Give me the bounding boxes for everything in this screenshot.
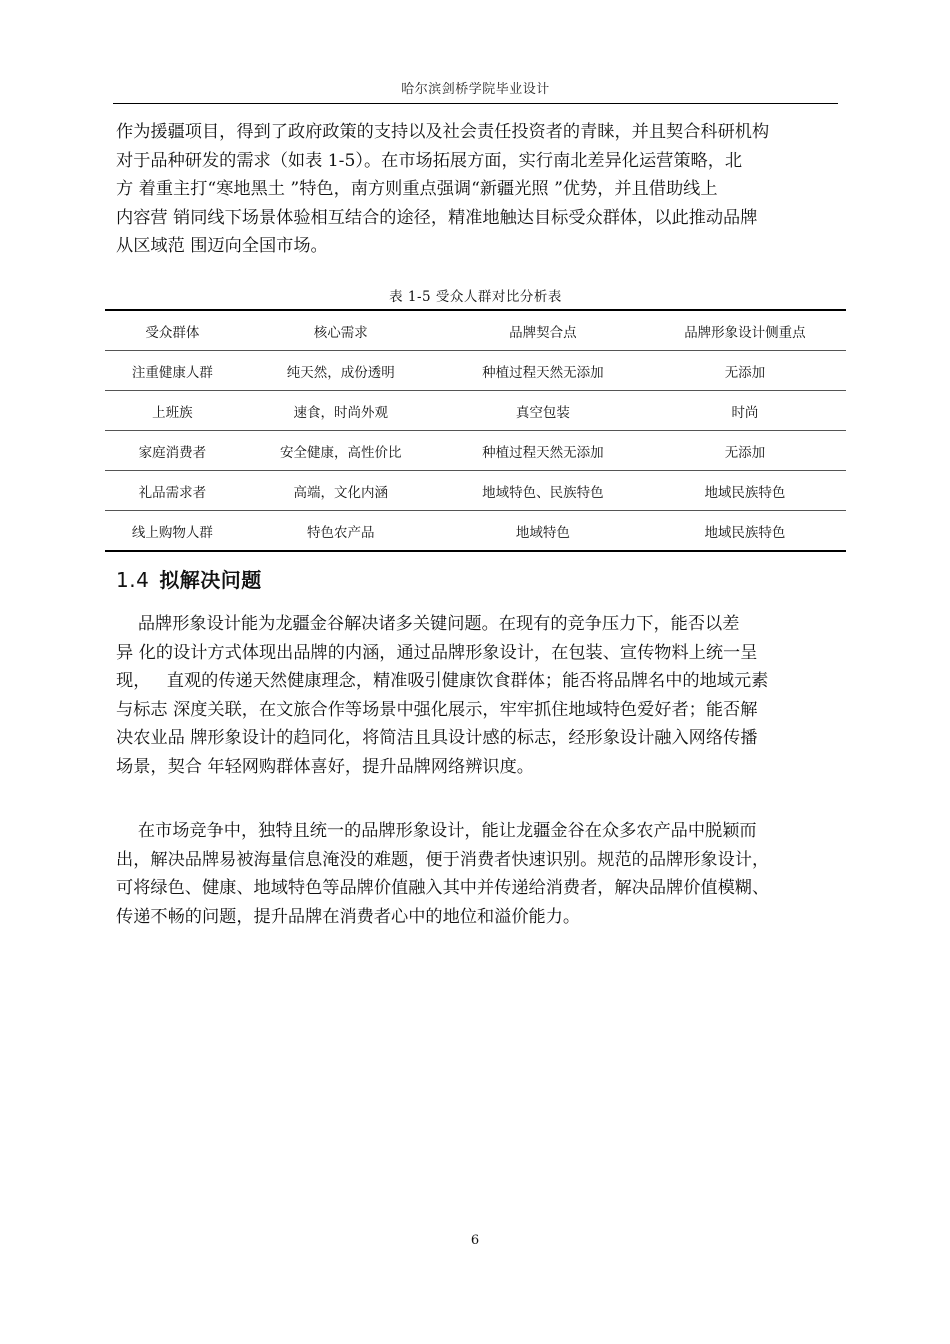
table-cell: 特色农产品	[240, 511, 442, 552]
table-cell: 地域特色	[442, 511, 644, 552]
column-header: 核心需求	[240, 310, 442, 351]
text-line: 品牌形象设计能为龙疆金谷解决诸多关键问题。在现有的竞争压力下，能否以差	[116, 614, 740, 634]
text-line: 可将绿色、健康、地域特色等品牌价值融入其中并传递给消费者，解决品牌价值模糊、	[116, 878, 770, 898]
table-cell: 地域民族特色	[644, 471, 846, 511]
section-heading	[116, 563, 262, 597]
table-caption: 表 1-5 受众人群对比分析表	[389, 289, 562, 305]
page-header: 哈尔滨剑桥学院毕业设计	[401, 82, 550, 97]
table-cell: 种植过程天然无添加	[442, 431, 644, 471]
text-line: 作为援疆项目，得到了政府政策的支持以及社会责任投资者的青睐，并且契合科研机构	[116, 122, 770, 142]
table-header-row	[105, 310, 846, 351]
text-line: 在市场竞争中，独特且统一的品牌形象设计，能让龙疆金谷在众多农产品中脱颖而	[116, 821, 757, 841]
text-line: 出，解决品牌易被海量信息淹没的难题，便于消费者快速识别。规范的品牌形象设计，	[116, 849, 770, 870]
table-cell: 真空包装	[442, 391, 644, 431]
table-cell: 地域民族特色	[644, 511, 846, 552]
body-paragraph-1	[116, 610, 838, 781]
text-line: 现， 直观的传递天然健康理念，精准吸引健康饮食群体；能否将品牌名中的地域元素	[116, 671, 769, 691]
text-line: 内容营 销同线下场景体验相互结合的途径，精准地触达目标受众群体，以此推动品牌	[116, 207, 758, 228]
text-line: 传递不畅的问题，提升品牌在消费者心中的地位和溢价能力。	[116, 906, 581, 927]
table-row	[105, 351, 846, 391]
table-cell: 上班族	[105, 391, 240, 431]
section-title: 拟解决问题	[159, 568, 262, 592]
column-header: 品牌契合点	[442, 310, 644, 351]
table-cell: 地域特色、民族特色	[442, 471, 644, 511]
table-cell: 种植过程天然无添加	[442, 351, 644, 391]
table-cell: 家庭消费者	[105, 431, 240, 471]
intro-paragraph	[116, 118, 838, 261]
table-cell: 纯天然，成份透明	[240, 351, 442, 391]
body-paragraph-2	[116, 817, 838, 931]
text-line: 从区域范 围迈向全国市场。	[116, 236, 328, 256]
text-line: 方 着重主打“寒地黑土 ”特色，南方则重点强调“新疆光照 ”优势，并且借助线上	[116, 179, 718, 199]
table-row	[105, 511, 846, 552]
table-row	[105, 471, 846, 511]
text-line: 对于品种研发的需求（如表 1-5）。在市场拓展方面，实行南北差异化运营策略，北	[116, 150, 743, 171]
table-cell: 速食，时尚外观	[240, 391, 442, 431]
table-cell: 线上购物人群	[105, 511, 240, 552]
table-cell: 无添加	[644, 431, 846, 471]
audience-comparison-table	[105, 309, 846, 552]
column-header: 受众群体	[105, 310, 240, 351]
table-cell: 高端，文化内涵	[240, 471, 442, 511]
text-line: 异 化的设计方式体现出品牌的内涵，通过品牌形象设计，在包装、宣传物料上统一呈	[116, 642, 758, 663]
table-cell: 礼品需求者	[105, 471, 240, 511]
table-cell: 时尚	[644, 391, 846, 431]
text-line: 与标志 深度关联，在文旅合作等场景中强化展示，牢牢抓住地域特色爱好者；能否解	[116, 699, 758, 720]
table-row	[105, 391, 846, 431]
section-number: 1.4	[116, 568, 150, 592]
table-cell: 注重健康人群	[105, 351, 240, 391]
text-line: 场景，契合 年轻网购群体喜好，提升品牌网络辨识度。	[116, 756, 534, 777]
header-rule	[113, 103, 838, 104]
table-cell: 安全健康，高性价比	[240, 431, 442, 471]
text-line: 决农业品 牌形象设计的趋同化，将简洁且具设计感的标志，经形象设计融入网络传播	[116, 728, 758, 748]
table-row	[105, 431, 846, 471]
table-cell: 无添加	[644, 351, 846, 391]
page-number: 6	[470, 1233, 480, 1248]
column-header: 品牌形象设计侧重点	[644, 310, 846, 351]
